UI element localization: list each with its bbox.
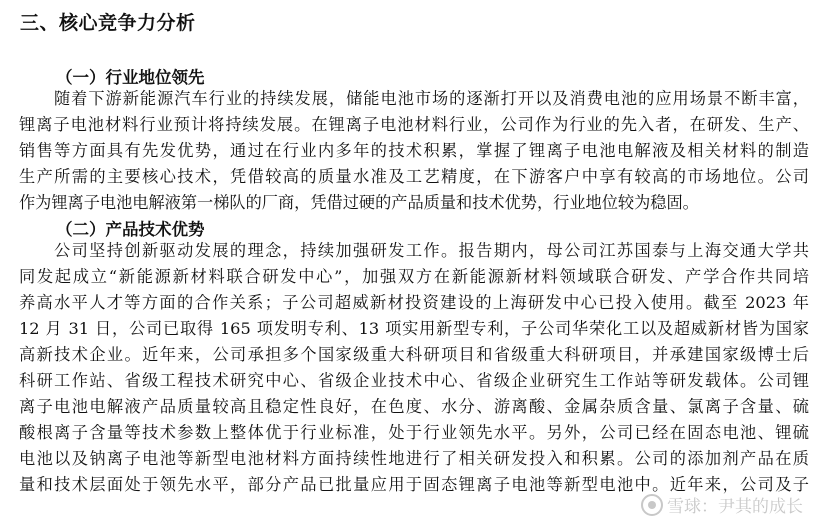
- paragraph-line: 科研工作站、省级工程技术研究中心、省级企业技术中心、省级企业研究生工作站等研发载体。公司锂: [19, 371, 809, 390]
- paragraph-line: 同发起成立“新能源新材料联合研发中心”，加强双方在新能源新材料领域联合研发、产学合作共同培: [19, 267, 809, 286]
- watermark-text: 雪球：尹其的成长: [667, 497, 803, 517]
- section-title: 三、核心竞争力分析: [20, 12, 196, 34]
- paragraph-line: 12 月 31 日，公司已取得 165 项发明专利、13 项实用新型专利，子公司华荣化工以及超威新材皆为国家: [19, 319, 809, 338]
- paragraph-line: 养高水平人才等方面的合作关系；子公司超威新材投资建设的上海研发中心已投入使用。截至 2023 年: [19, 293, 809, 312]
- paragraph-line: 量和技术层面处于领先水平，部分产品已批量应用于固态锂离子电池等新型电池中。近年来，公司及子: [19, 475, 809, 494]
- paragraph-line: 销售等方面具有先发优势，通过在行业内多年的技术积累，掌握了锂离子电池电解液及相关材料的制造: [19, 141, 809, 160]
- subsection-heading-product-technology: （二）产品技术优势: [56, 220, 205, 239]
- paragraph-line: 酸根离子含量等技术参数上整体优于行业标准，处于行业领先水平。另外，公司已经在固态电池、锂硫: [19, 423, 809, 442]
- subsection-heading-industry-position: （一）行业地位领先: [56, 68, 205, 87]
- paragraph-line: 随着下游新能源汽车行业的持续发展，储能电池市场的逐渐打开以及消费电池的应用场景不断丰富，: [54, 89, 809, 108]
- snowball-logo-icon: [641, 494, 663, 516]
- paragraph-line: 锂离子电池材料行业预计将持续发展。在锂离子电池材料行业，公司作为行业的先入者，在研发、生产、: [19, 115, 809, 134]
- paragraph-line: 高新技术企业。近年来，公司承担多个国家级重大科研项目和省级重大科研项目，并承建国家级博士后: [19, 345, 809, 364]
- paragraph-line: 生产所需的主要核心技术，凭借较高的质量水准及工艺精度，在下游客户中享有较高的市场地位。公司: [19, 167, 809, 186]
- paragraph-line: 电池以及钠离子电池等新型电池材料方面持续性地进行了相关研发投入和积累。公司的添加剂产品在质: [19, 449, 809, 468]
- paragraph-line: 离子电池电解液产品质量较高且稳定性良好，在色度、水分、游离酸、金属杂质含量、氯离子含量、硫: [19, 397, 809, 416]
- watermark: [641, 492, 803, 517]
- paragraph-line: 公司坚持创新驱动发展的理念，持续加强研发工作。报告期内，母公司江苏国泰与上海交通大学共: [54, 241, 809, 260]
- paragraph-line: 作为锂离子电池电解液第一梯队的厂商，凭借过硬的产品质量和技术优势，行业地位较为稳固。: [19, 193, 699, 212]
